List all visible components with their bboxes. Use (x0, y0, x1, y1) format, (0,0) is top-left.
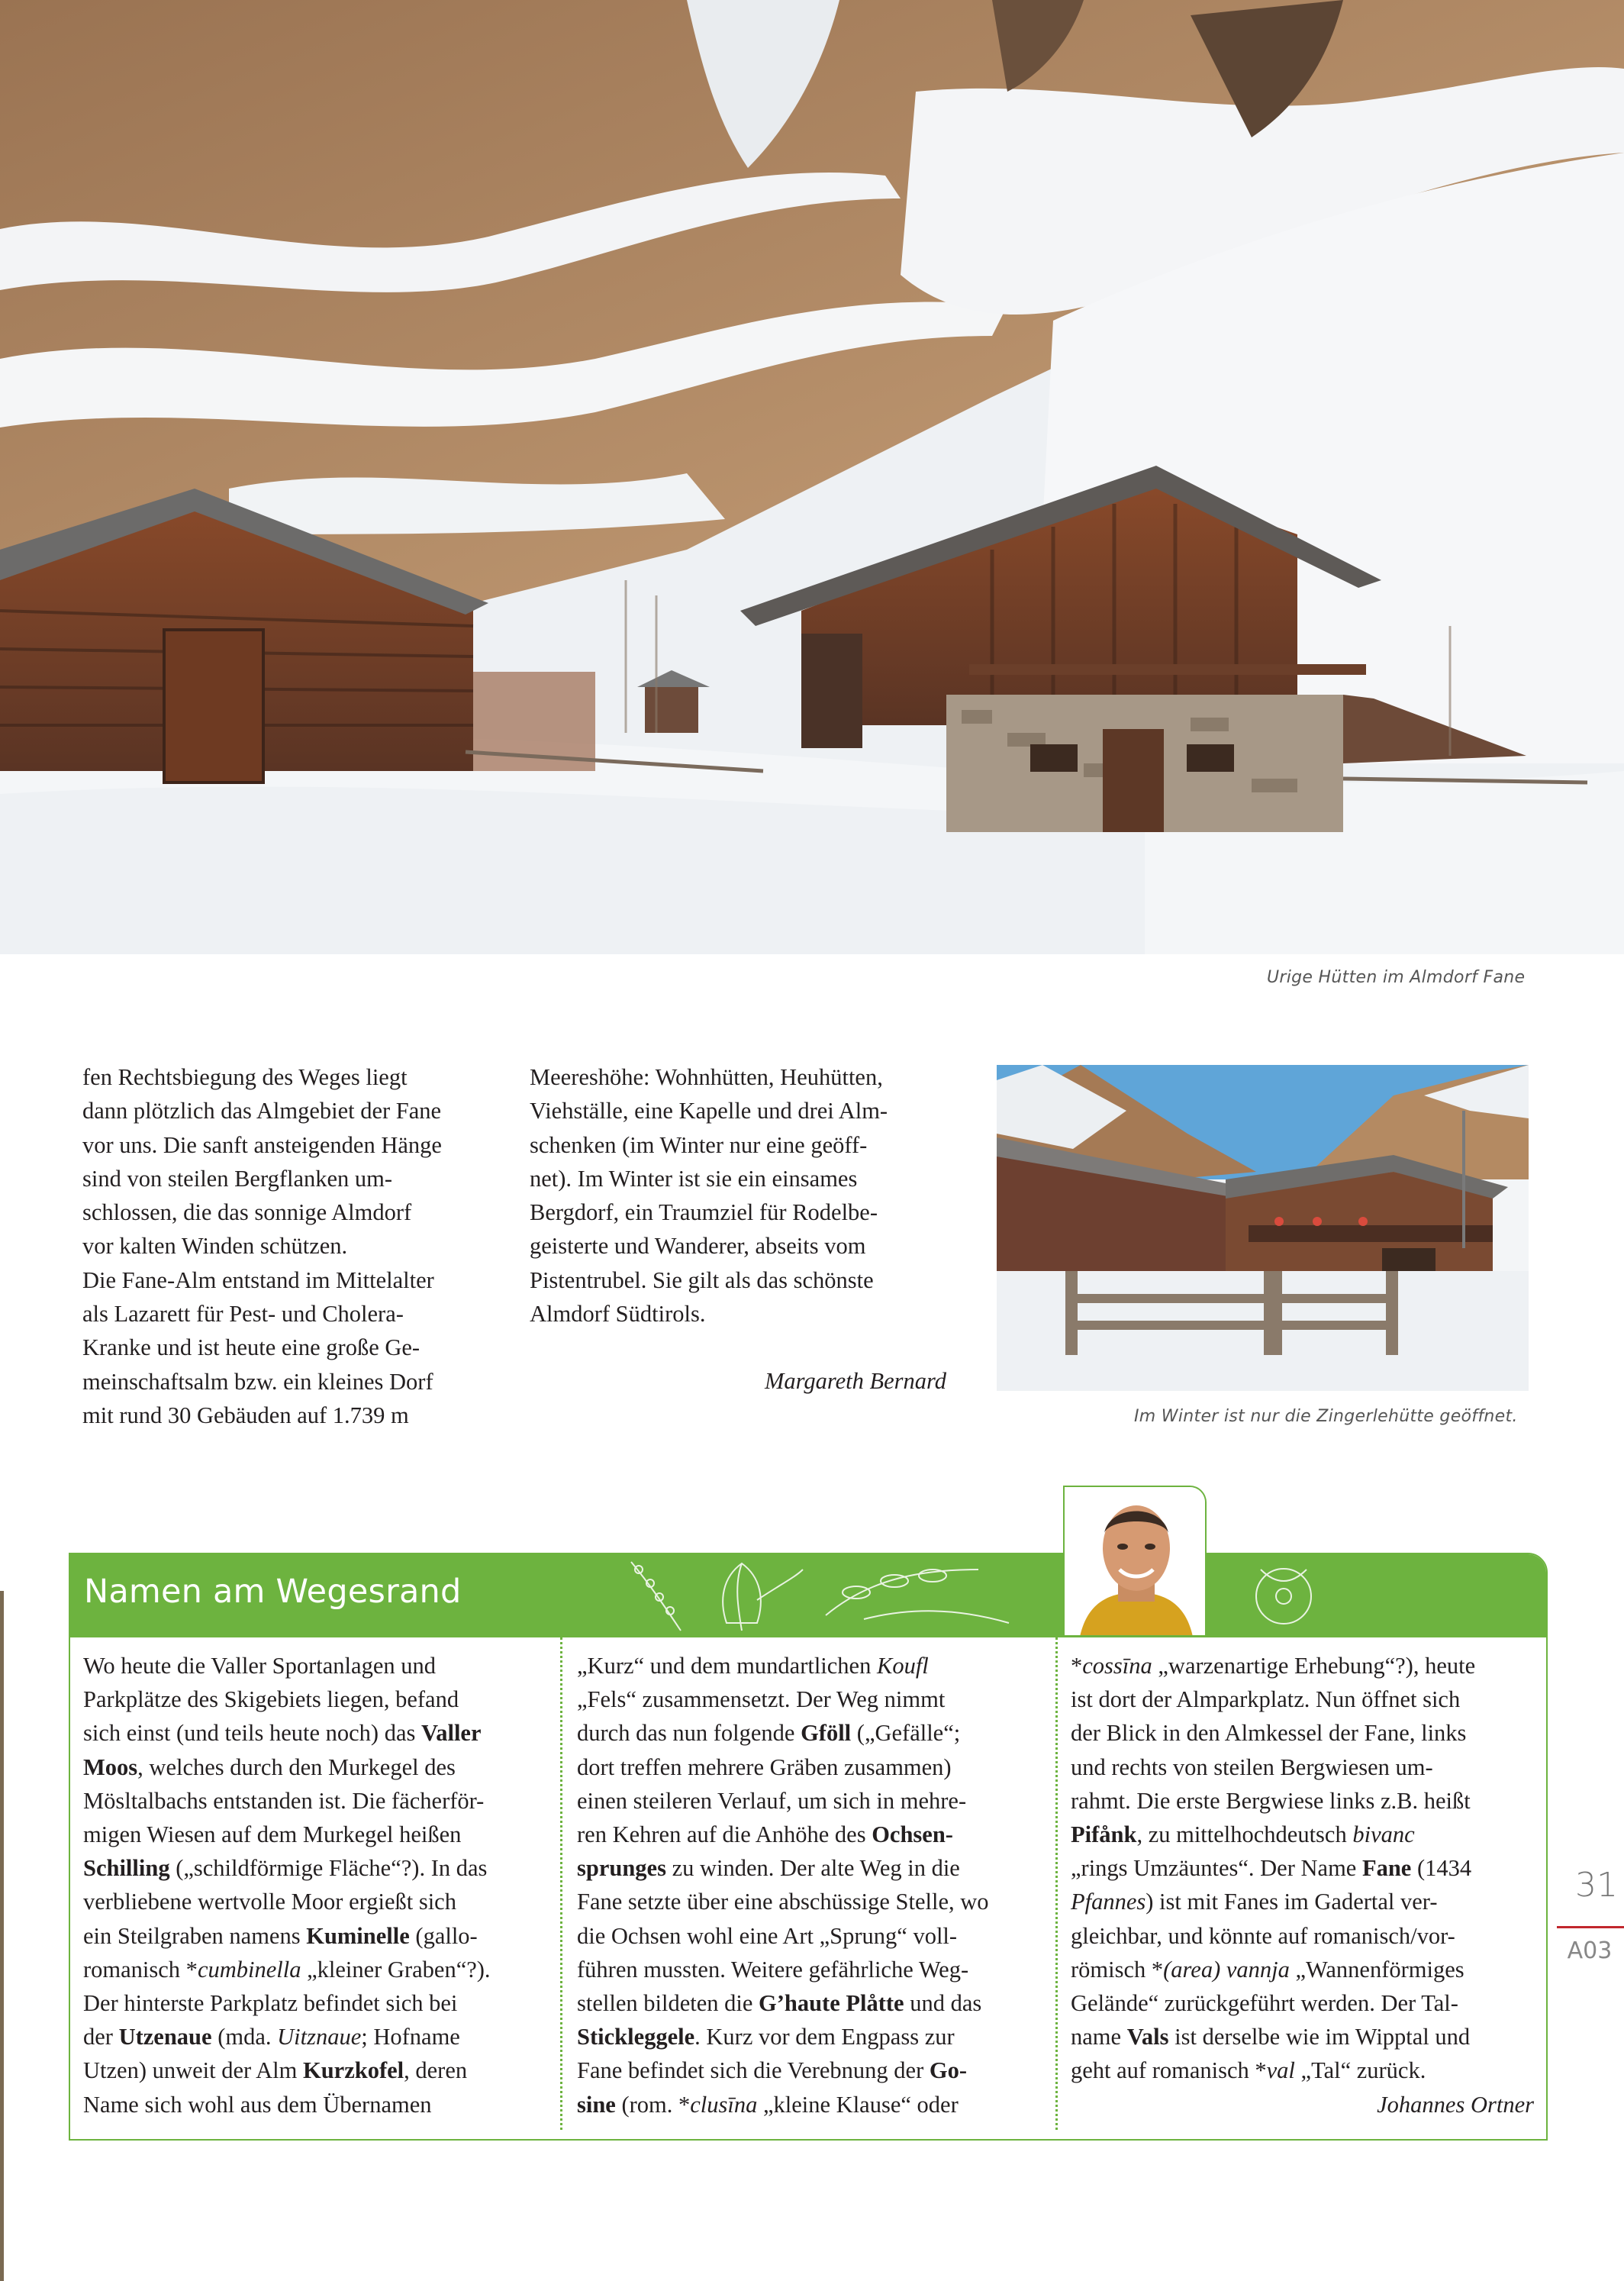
adjacent-page-edge (0, 1591, 4, 2281)
text-line: sprunges zu winden. Der alte Weg in die (577, 1855, 960, 1882)
column-divider (1055, 1634, 1058, 2130)
text-line: Die Fane-Alm entstand im Mittelalter (82, 1266, 434, 1293)
info-box-title: Namen am Wegesrand (84, 1573, 462, 1611)
article-author: Margareth Bernard (764, 1368, 946, 1394)
text-line: migen Wiesen auf dem Murkegel heißen (83, 1821, 462, 1848)
small-photo-caption: Im Winter ist nur die Zingerlehütte geöffnet. (1134, 1407, 1518, 1426)
text-line: Stickleggele. Kurz vor dem Engpass zur (577, 2024, 955, 2050)
text-line: Viehställe, eine Kapelle und drei Alm- (530, 1098, 888, 1124)
text-line: dort treffen mehrere Gräben zusammen) (577, 1753, 952, 1780)
column-divider (560, 1634, 562, 2130)
text-line: ein Steilgraben namens Kuminelle (gallo- (83, 1922, 478, 1949)
text-line: Pistentrubel. Sie gilt als das schönste (530, 1266, 874, 1293)
hero-caption: Urige Hütten im Almdorf Fane (1267, 968, 1526, 987)
box-column-1 (83, 1649, 550, 2121)
text-line: *cossīna „warzenartige Erhebung“?), heute (1071, 1653, 1476, 1679)
zingerlehuette-photo (997, 1065, 1529, 1391)
text-line: Utzen) unweit der Alm Kurzkofel, deren (83, 2057, 468, 2084)
box-column-2 (577, 1649, 1052, 2121)
box-column-3 (1071, 1649, 1538, 2088)
text-line: stellen bildeten die G’haute Plåtte und das (577, 1990, 982, 2017)
text-line: römisch *(area) vannja „Wannenförmiges (1071, 1956, 1464, 1983)
text-line: dann plötzlich das Almgebiet der Fane (82, 1098, 442, 1124)
text-line: und rechts von steilen Bergwiesen um- (1071, 1753, 1433, 1780)
text-line: Gelände“ zurückgeführt werden. Der Tal- (1071, 1990, 1458, 2017)
text-line: führen mussten. Weitere gefährliche Weg- (577, 1956, 969, 1983)
text-line: Wo heute die Valler Sportanlagen und (83, 1653, 436, 1679)
text-line: als Lazarett für Pest- und Cholera- (82, 1301, 404, 1328)
box-author: Johannes Ortner (1377, 2092, 1534, 2118)
text-line: mit rund 30 Gebäuden auf 1.739 m (82, 1402, 409, 1428)
text-line: Schilling („schildförmige Fläche“?). In das (83, 1855, 488, 1882)
text-line: net). Im Winter ist sie ein einsames (530, 1165, 858, 1192)
text-line: Parkplätze des Skigebiets liegen, befand (83, 1686, 459, 1713)
text-line: Meereshöhe: Wohnhütten, Heuhütten, (530, 1064, 883, 1090)
portrait-illustration (1065, 1487, 1207, 1635)
text-line: geht auf romanisch *val „Tal“ zurück. (1071, 2057, 1426, 2084)
page-number: 31 (1575, 1866, 1618, 1905)
text-line: einen steileren Verlauf, um sich in mehre- (577, 1787, 967, 1814)
text-line: sind von steilen Bergflanken um- (82, 1165, 393, 1192)
text-line: „rings Umzäuntes“. Der Name Fane (1434 (1071, 1855, 1472, 1882)
text-line: sich einst (und teils heute noch) das Valler (83, 1720, 482, 1747)
text-line: Almdorf Südtirols. (530, 1301, 706, 1328)
text-line: fen Rechtsbiegung des Weges liegt (82, 1064, 408, 1090)
text-line: ist dort der Almparkplatz. Nun öffnet sich (1071, 1686, 1461, 1713)
page-number-rule (1557, 1926, 1624, 1928)
text-line: ren Kehren auf die Anhöhe des Ochsen- (577, 1821, 953, 1848)
text-line: rahmt. Die erste Bergwiese links z.B. heißt (1071, 1787, 1471, 1814)
winter-village-illustration (997, 1065, 1529, 1391)
text-line: gleichbar, und könnte auf romanisch/vor- (1071, 1922, 1455, 1949)
hero-photo (0, 0, 1624, 954)
text-line: geisterte und Wanderer, abseits vom (530, 1233, 866, 1260)
text-line: die Ochsen wohl eine Art „Sprung“ voll- (577, 1922, 958, 1949)
author-portrait (1063, 1486, 1207, 1635)
text-line: vor uns. Die sanft ansteigenden Hänge (82, 1131, 442, 1158)
text-line: vor kalten Winden schützen. (82, 1233, 348, 1260)
text-line: Kranke und ist heute eine große Ge- (82, 1334, 420, 1361)
text-line: sine (rom. *clusīna „kleine Klause“ oder (577, 2091, 959, 2118)
article-column-2 (530, 1060, 972, 1331)
text-line: Pfannes) ist mit Fanes im Gadertal ver- (1071, 1889, 1438, 1915)
text-line: schenken (im Winter nur eine geöff- (530, 1131, 868, 1158)
text-line: name Vals ist derselbe wie im Wipptal und (1071, 2024, 1471, 2050)
text-line: der Blick in den Almkessel der Fane, links (1071, 1720, 1467, 1747)
text-line: Name sich wohl aus dem Übernamen (83, 2091, 432, 2118)
text-line: Fane setzte über eine abschüssige Stelle, wo (577, 1889, 989, 1915)
text-line: „Kurz“ und dem mundartlichen Koufl (577, 1653, 929, 1679)
text-line: Der hinterste Parkplatz befindet sich bei (83, 1990, 458, 2017)
text-line: durch das nun folgende Gföll („Gefälle“; (577, 1720, 961, 1747)
text-line: romanisch *cumbinella „kleiner Graben“?). (83, 1956, 491, 1983)
text-line: Bergdorf, ein Traumziel für Rodelbe- (530, 1199, 878, 1226)
alpine-huts-illustration (0, 0, 1624, 954)
text-line: schlossen, die das sonnige Almdorf (82, 1199, 412, 1226)
text-line: meinschaftsalm bzw. ein kleines Dorf (82, 1368, 433, 1395)
text-line: Mösltalbachs entstanden ist. Die fächerför- (83, 1787, 485, 1814)
text-line: der Utzenaue (mda. Uitznaue; Hofname (83, 2024, 460, 2050)
text-line: verbliebene wertvolle Moor ergießt sich (83, 1889, 456, 1915)
section-code: A03 (1567, 1937, 1613, 1964)
article-column-1 (82, 1060, 510, 1432)
text-line: „Fels“ zusammensetzt. Der Weg nimmt (577, 1686, 946, 1713)
text-line: Moos, welches durch den Murkegel des (83, 1753, 456, 1780)
info-box-header (70, 1554, 1546, 1637)
text-line: Pifånk, zu mittelhochdeutsch bivanc (1071, 1821, 1415, 1848)
text-line: Fane befindet sich die Verebnung der Go- (577, 2057, 968, 2084)
